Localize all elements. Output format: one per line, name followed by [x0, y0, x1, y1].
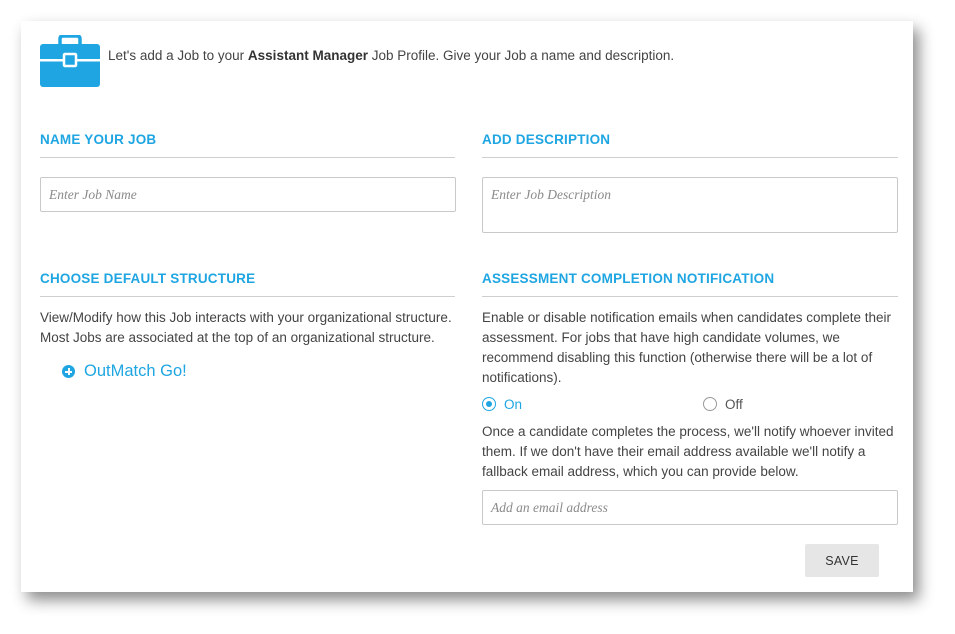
intro-text — [108, 48, 674, 63]
intro-row — [40, 35, 674, 87]
intro-text-start: Let's add a Job to your — [108, 47, 248, 63]
notification-section-title: ASSESSMENT COMPLETION NOTIFICATION — [482, 271, 898, 297]
radio-off-label[interactable]: Off — [725, 396, 743, 412]
job-description-input[interactable]: Enter Job Description — [482, 177, 898, 233]
structure-section-title: CHOOSE DEFAULT STRUCTURE — [40, 271, 455, 297]
radio-option-on[interactable] — [482, 394, 703, 414]
profile-name: Assistant Manager — [247, 47, 368, 63]
briefcase-icon — [40, 35, 100, 87]
structure-node-label[interactable]: OutMatch Go! — [84, 362, 187, 380]
save-button[interactable]: SAVE — [805, 544, 879, 577]
notification-section — [482, 271, 898, 525]
job-name-input[interactable]: Enter Job Name — [40, 177, 456, 212]
radio-option-off[interactable] — [703, 394, 743, 414]
structure-description: View/Modify how this Job interacts with your organizational structure. Most Jobs are associated at the top of an organizational structure. — [40, 310, 452, 345]
name-section-title: NAME YOUR JOB — [40, 132, 455, 158]
add-job-card — [21, 21, 913, 592]
radio-on-label[interactable]: On — [504, 396, 523, 412]
structure-node-outmatch-go[interactable] — [62, 362, 455, 381]
radio-off-button[interactable] — [703, 397, 717, 411]
fallback-description: Once a candidate completes the process, we'll notify whoever invited them. If we don't have their email address available we'll notify a fallback email address, which you can provide below. — [482, 424, 894, 479]
description-section-title: ADD DESCRIPTION — [482, 132, 898, 158]
radio-on-button[interactable] — [482, 397, 496, 411]
notification-toggle-group — [482, 394, 898, 414]
description-section — [482, 132, 898, 233]
name-section — [40, 132, 455, 212]
plus-circle-icon[interactable] — [62, 365, 75, 378]
structure-section — [40, 271, 455, 381]
intro-text-end: Job Profile. Give your Job a name and description. — [367, 47, 675, 63]
notification-description: Enable or disable notification emails when candidates complete their assessment. For jobs that have high candidate volumes, we recommend disabling this function (otherwise there will be a lot of notifications). — [482, 310, 891, 385]
fallback-email-input[interactable]: Add an email address — [482, 490, 898, 525]
